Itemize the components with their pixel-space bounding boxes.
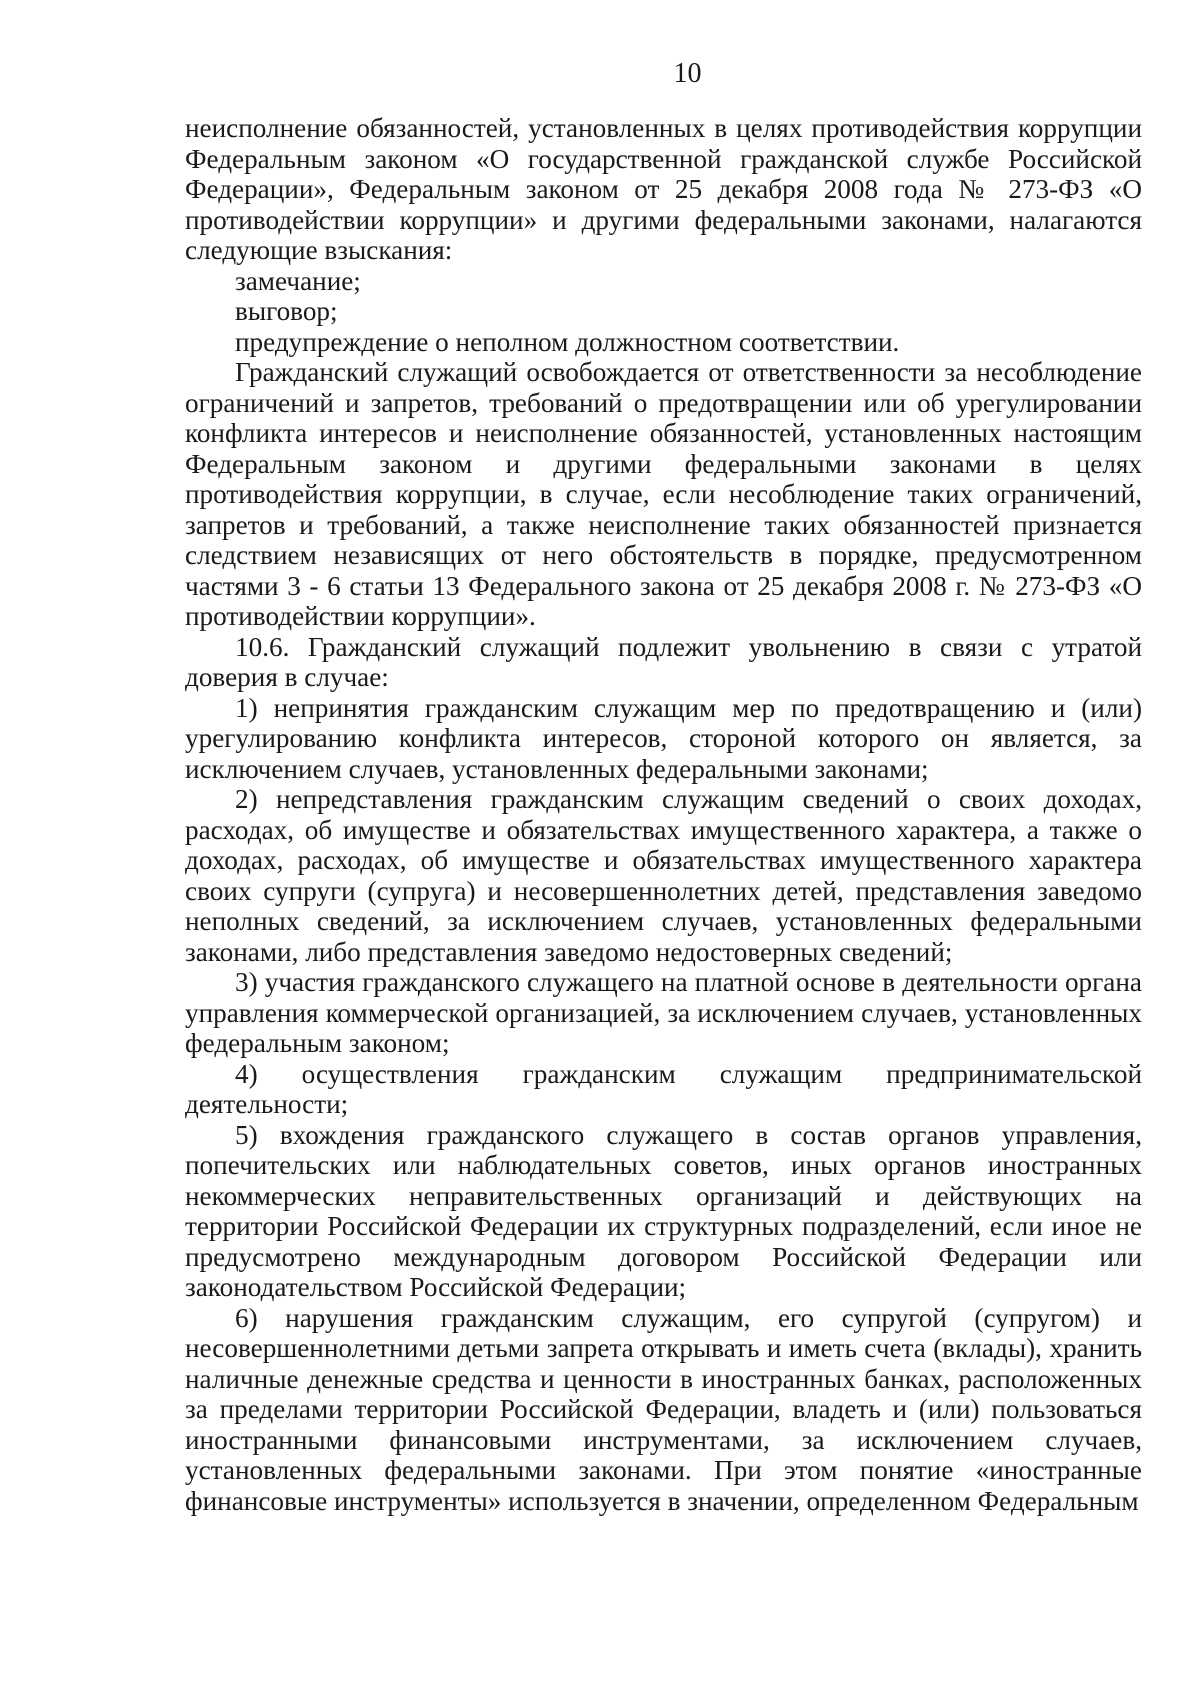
exemption-paragraph: Гражданский служащий освобождается от ответственности за несоблюдение ограничений и запретов, требований о предотвращении или об урегулировании конфликта интересов и неисполнение обязанностей, установленных настоящим Федеральным законом и другими федеральными законами в целях противодействия коррупции, в случае, если несоблюдение таких ограничений, запретов и требований, а также неисполнение таких обязанностей признается следствием независящих от него обстоятельств в порядке, предусмотренном частями 3 - 6 статьи 13 Федерального закона от 25 декабря 2008 г. № 273-ФЗ «О противодействии коррупции».: [185, 357, 1142, 631]
page-number: 10: [673, 58, 702, 89]
dismissal-item: 6) нарушения гражданским служащим, его супругой (супругом) и несовершеннолетними детьми запрета открывать и иметь счета (вклады), хранить наличные денежные средства и ценности в иностранных банках, расположенных за пределами территории Российской Федерации, владеть и (или) пользоваться иностранными финансовыми инструментами, за исключением случаев, установленных федеральными законами. При этом понятие «иностранные финансовые инструменты» используется в значении, определенном Федеральным: [185, 1302, 1142, 1516]
penalty-item: выговор;: [235, 296, 338, 326]
dismissal-item: 5) вхождения гражданского служащего в состав органов управления, попечительских или наблюдательных советов, иных органов иностранных некоммерческих неправительственных организаций и действующих на территории Российской Федерации их структурных подразделений, если иное не предусмотрено международным договором Российской Федерации или законодательством Российской Федерации;: [185, 1119, 1142, 1302]
section-10-6-heading: 10.6. Гражданский служащий подлежит увольнению в связи с утратой доверия в случае:: [185, 631, 1142, 692]
intro-paragraph: неисполнение обязанностей, установленных в целях противодействия коррупции Федеральным законом «О государственной гражданской службе Российской Федерации», Федеральным законом от 25 декабря 2008 года № 273-ФЗ «О противодействии коррупции» и другими федеральными законами, налагаются следующие взыскания:: [185, 113, 1142, 265]
dismissal-item: 4) осуществления гражданским служащим предпринимательской деятельности;: [185, 1058, 1142, 1119]
dismissal-item: 3) участия гражданского служащего на платной основе в деятельности органа управления коммерческой организацией, за исключением случаев, установленных федеральным законом;: [185, 967, 1142, 1058]
penalty-item: предупреждение о неполном должностном соответствии.: [235, 326, 900, 357]
dismissal-item: 2) непредставления гражданским служащим сведений о своих доходах, расходах, об имуществе и обязательствах имущественного характера, а также о доходах, расходах, об имуществе и обязательствах имущественного характера своих супруги (супруга) и несовершеннолетних детей, представления заведомо неполных сведений, за исключением случаев, установленных федеральными законами, либо представления заведомо недостоверных сведений;: [185, 784, 1142, 967]
document-body: [185, 113, 1142, 1516]
penalty-item: замечание;: [235, 265, 361, 296]
dismissal-item: 1) непринятия гражданским служащим мер по предотвращению и (или) урегулированию конфликта интересов, стороной которого он является, за исключением случаев, установленных федеральными законами;: [185, 692, 1142, 784]
